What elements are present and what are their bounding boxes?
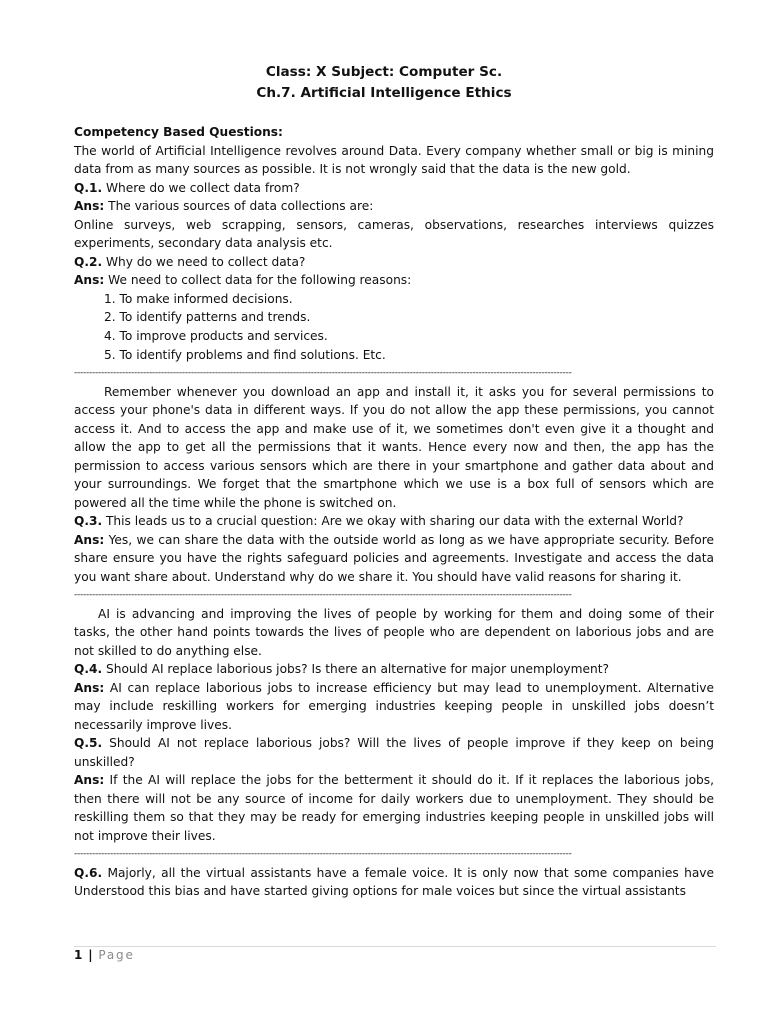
question-text: Should AI replace laborious jobs? Is there an alternative for major unemployment? bbox=[102, 662, 609, 677]
separator-line: ---------------------------------------------------------------------------------------------------------------------------------------------------------------------- bbox=[74, 849, 572, 860]
question-text: Majorly, all the virtual assistants have a female voice. It is only now that some companies have Understood this bias and have started giving options for male voices but since the virtual assistants bbox=[74, 865, 714, 899]
answer-label: Ans: bbox=[74, 199, 105, 213]
question-label: Q.6. bbox=[74, 865, 103, 880]
question-text: This leads us to a crucial question: Are we okay with sharing our data with the external World? bbox=[102, 514, 684, 529]
question-text: Why do we need to collect data? bbox=[102, 254, 306, 269]
intro-paragraph: The world of Artificial Intelligence revolves around Data. Every company whether small or big is mining data from as many sources as possible. It is not wrongly said that the data is the new gold. bbox=[74, 143, 714, 176]
page-number: 1 bbox=[74, 948, 83, 962]
question-5 bbox=[74, 734, 714, 771]
answer-5 bbox=[74, 771, 714, 845]
question-6 bbox=[74, 864, 714, 901]
document-body bbox=[74, 123, 714, 901]
answer-label: Ans: bbox=[74, 273, 105, 287]
separator-line: ---------------------------------------------------------------------------------------------------------------------------------------------------------------------- bbox=[74, 368, 572, 379]
question-label: Q.5. bbox=[74, 736, 103, 751]
header-class-subject: Class: X Subject: Computer Sc. bbox=[265, 64, 503, 80]
separator-line: ---------------------------------------------------------------------------------------------------------------------------------------------------------------------- bbox=[74, 590, 572, 601]
question-label: Q.1. bbox=[74, 180, 103, 195]
answer-text: Yes, we can share the data with the outside world as long as we have appropriate security. Before share ensure you have the rights safeguard policies and agreements. Investigate and access the data you want share about. Understand why do we share it. You should have valid reasons for sharing it. bbox=[74, 532, 714, 584]
question-4 bbox=[74, 660, 714, 679]
answer-4 bbox=[74, 679, 714, 735]
answer-1-detail: Online surveys, web scrapping, sensors, cameras, observations, researches interviews quizzes experiments, secondary data analysis etc. bbox=[74, 217, 714, 250]
answer-3 bbox=[74, 531, 714, 587]
question-text: Where do we collect data from? bbox=[102, 180, 300, 195]
permissions-paragraph: Remember whenever you download an app and install it, it asks you for several permissions to access your phone's data in different ways. If you do not allow the app these permissions, you cannot access it. And to access the app and make use of it, we sometimes don't even give it a thought and allow the app to get all the permissions that it wants. Hence every now and then, the app has the permission to access various sensors which are there in your smartphone and gather data about and your surroundings. We forget that the smartphone which we use is a box full of sensors which are powered all the time while the phone is switched on. bbox=[74, 384, 714, 510]
question-label: Q.2. bbox=[74, 254, 103, 269]
page-word: Page bbox=[98, 948, 135, 962]
answer-label: Ans: bbox=[74, 532, 105, 547]
header-chapter-title: Ch.7. Artificial Intelligence Ethics bbox=[256, 85, 512, 101]
section-heading: Competency Based Questions: bbox=[74, 125, 283, 139]
list-item: 1. To make informed decisions. bbox=[104, 291, 293, 306]
answer-text: If the AI will replace the jobs for the betterment it should do it. If it replaces the laborious jobs, then there will not be any source of income for daily workers due to unemployment. They should be reskilling them so that they may be ready for emerging industries keeping people in unskilled jobs will not improve their lives. bbox=[74, 773, 714, 843]
question-label: Q.4. bbox=[74, 662, 103, 677]
list-item: 2. To identify patterns and trends. bbox=[104, 310, 311, 325]
answer-label: Ans: bbox=[74, 773, 105, 788]
answer-2 bbox=[74, 271, 714, 290]
question-text: Should AI not replace laborious jobs? Will the lives of people improve if they keep on being unskilled? bbox=[74, 736, 714, 769]
list-item: 4. To improve products and services. bbox=[104, 328, 328, 343]
answer-label: Ans: bbox=[74, 680, 105, 695]
answer-text: The various sources of data collections are: bbox=[104, 199, 374, 213]
footer-separator: | bbox=[88, 948, 93, 962]
question-2 bbox=[74, 253, 714, 272]
question-1 bbox=[74, 179, 714, 198]
answer-1 bbox=[74, 197, 714, 216]
ai-advancing-paragraph: AI is advancing and improving the lives of people by working for them and doing some of their tasks, the other hand points towards the lives of people who are dependent on laborious jobs and are not skilled to do anything else. bbox=[74, 606, 714, 658]
footer-divider bbox=[74, 946, 716, 947]
reasons-list bbox=[74, 290, 714, 365]
question-3 bbox=[74, 512, 714, 531]
page-footer bbox=[74, 947, 135, 963]
answer-text: We need to collect data for the following reasons: bbox=[104, 273, 412, 287]
question-label: Q.3. bbox=[74, 514, 103, 529]
answer-text: AI can replace laborious jobs to increase efficiency but may lead to unemployment. Alternative may include reskilling workers for emerging industries keeping people in unskilled jobs doesn’t necessarily improve lives. bbox=[74, 680, 714, 732]
list-item: 5. To identify problems and find solutions. Etc. bbox=[104, 347, 386, 362]
